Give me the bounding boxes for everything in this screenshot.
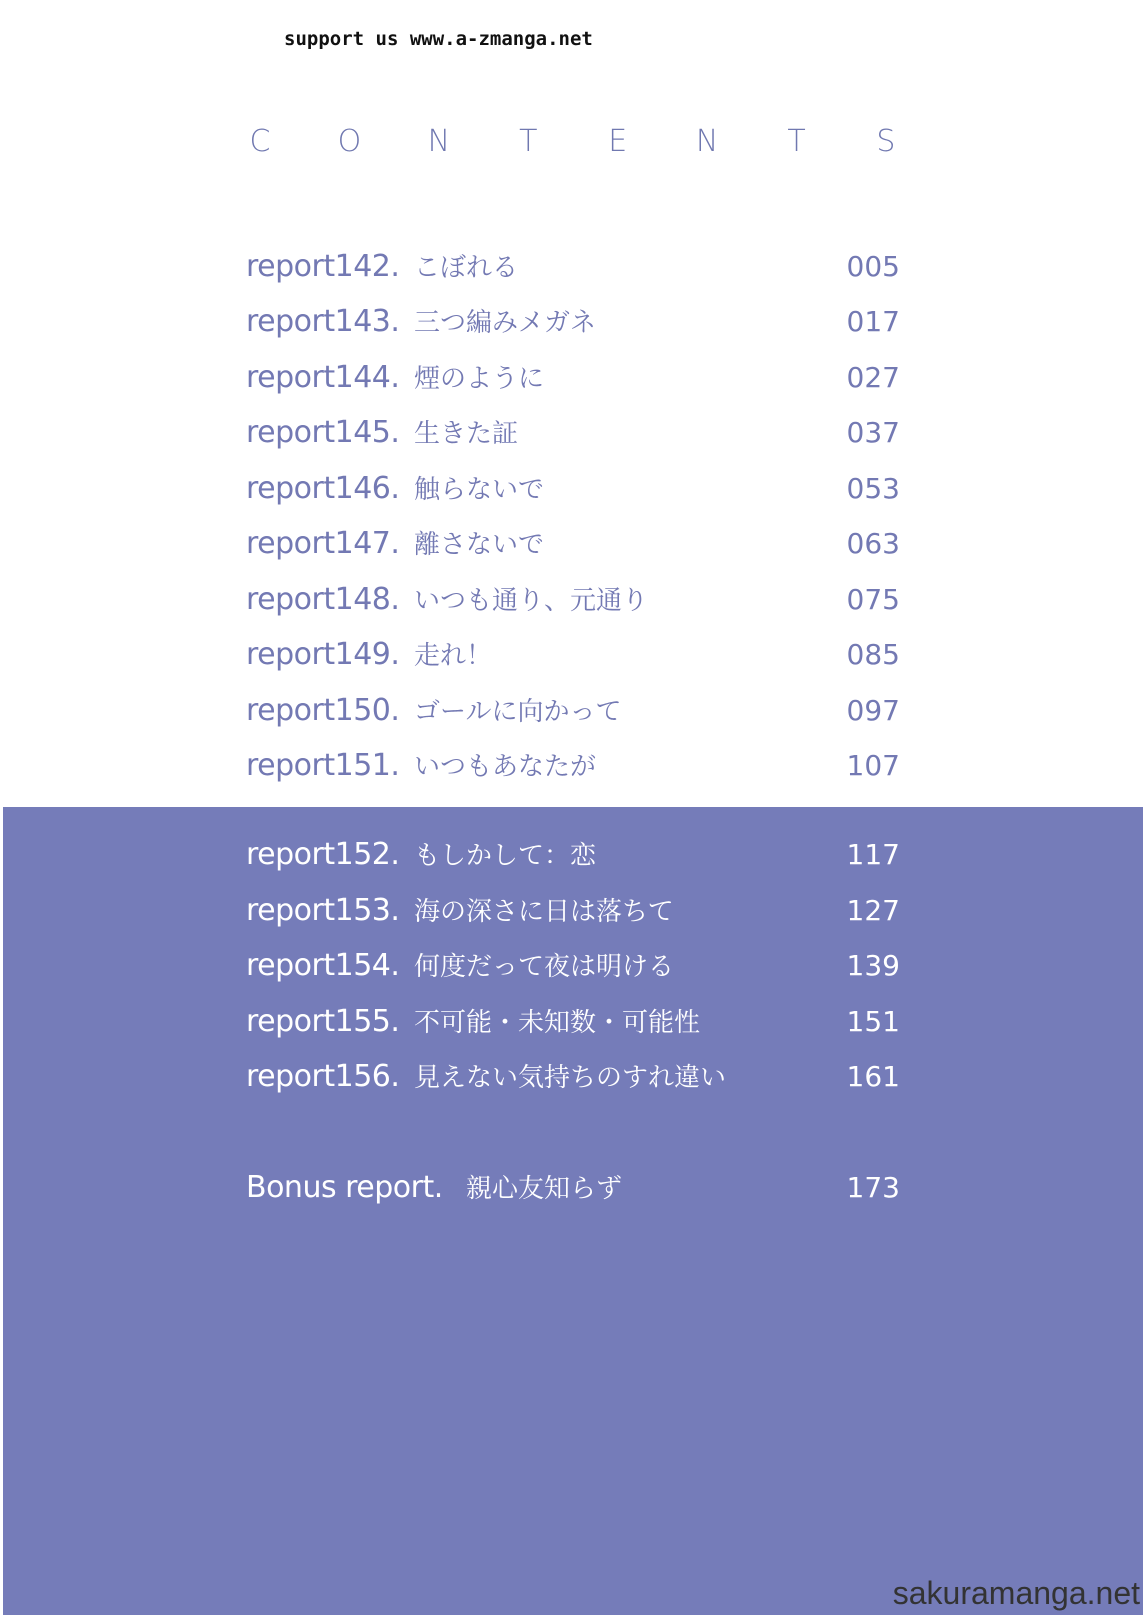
toc-entry: [246, 1057, 900, 1097]
toc-entry: [246, 524, 900, 564]
report-number: report145.: [246, 415, 400, 450]
chapter-title: 生きた証: [414, 419, 519, 449]
contents-letter: N: [695, 124, 719, 159]
page-number: 139: [846, 949, 900, 982]
toc-entry: [246, 302, 900, 342]
toc-entry: [246, 469, 900, 509]
report-number: report146.: [246, 471, 400, 506]
toc-entry: [246, 358, 900, 398]
chapter-title: 見えない気持ちのすれ違い: [414, 1063, 727, 1093]
contents-letter: O: [337, 124, 362, 159]
bonus-page-number: 173: [846, 1171, 900, 1204]
contents-letter: E: [608, 124, 628, 159]
chapter-title: 何度だって夜は明ける: [414, 952, 675, 982]
page-number: 027: [846, 361, 900, 394]
page-number: 161: [846, 1060, 900, 1093]
chapter-title: 三つ編みメガネ: [414, 308, 597, 338]
report-number: report148.: [246, 582, 400, 617]
report-number: report154.: [246, 948, 400, 983]
page-number: 017: [846, 305, 900, 338]
chapter-title: 煙のように: [414, 364, 545, 394]
toc-entry: [246, 413, 900, 453]
page-number: 117: [846, 838, 900, 871]
toc-entry: [246, 891, 900, 931]
report-number: report152.: [246, 837, 400, 872]
chapter-title: 不可能・未知数・可能性: [414, 1008, 701, 1038]
chapter-title: こぼれる: [414, 253, 519, 283]
watermark: sakuramanga.net: [892, 1575, 1140, 1611]
page-number: 085: [846, 638, 900, 671]
contents-letter: N: [427, 124, 451, 159]
report-number: report150.: [246, 693, 400, 728]
bonus-title: 親心友知らず: [466, 1174, 623, 1204]
chapter-title: いつも通り、元通り: [414, 586, 649, 616]
toc-entry: [246, 835, 900, 875]
chapter-title: 走れ！: [414, 641, 493, 671]
toc-entry: [246, 635, 900, 675]
toc-entry: [246, 1002, 900, 1042]
toc-entry: [246, 691, 900, 731]
support-banner: support us www.a-zmanga.net: [284, 28, 593, 50]
bonus-entry: [246, 1168, 900, 1208]
report-number: report151.: [246, 748, 400, 783]
chapter-title: 離さないで: [414, 530, 545, 560]
page-number: 127: [846, 894, 900, 927]
bonus-report-label: Bonus report.: [246, 1170, 443, 1205]
page-number: 037: [846, 416, 900, 449]
chapter-title: もしかして：恋: [414, 841, 597, 871]
report-number: report143.: [246, 304, 400, 339]
report-number: report147.: [246, 526, 400, 561]
chapter-title: 海の深さに日は落ちて: [414, 897, 674, 927]
chapter-title: ゴールに向かって: [414, 697, 622, 727]
report-number: report153.: [246, 893, 400, 928]
contents-letter: C: [249, 124, 271, 159]
page-number: 097: [846, 694, 900, 727]
toc-entry: [246, 946, 900, 986]
page-number: 075: [846, 583, 900, 616]
page-number: 005: [846, 250, 900, 283]
report-number: report156.: [246, 1059, 400, 1094]
chapter-title: いつもあなたが: [414, 752, 597, 782]
toc-entry: [246, 247, 900, 287]
report-number: report149.: [246, 637, 400, 672]
toc-entry: [246, 746, 900, 786]
toc-entry: [246, 580, 900, 620]
contents-heading: [246, 124, 900, 159]
chapter-title: 触らないで: [414, 475, 545, 505]
report-number: report144.: [246, 360, 400, 395]
report-number: report155.: [246, 1004, 400, 1039]
contents-letter: T: [787, 124, 806, 159]
page-number: 107: [846, 749, 900, 782]
report-number: report142.: [246, 249, 400, 284]
contents-letter: S: [876, 124, 896, 159]
contents-letter: T: [519, 124, 538, 159]
page-number: 053: [846, 472, 900, 505]
page-number: 063: [846, 527, 900, 560]
page-number: 151: [846, 1005, 900, 1038]
